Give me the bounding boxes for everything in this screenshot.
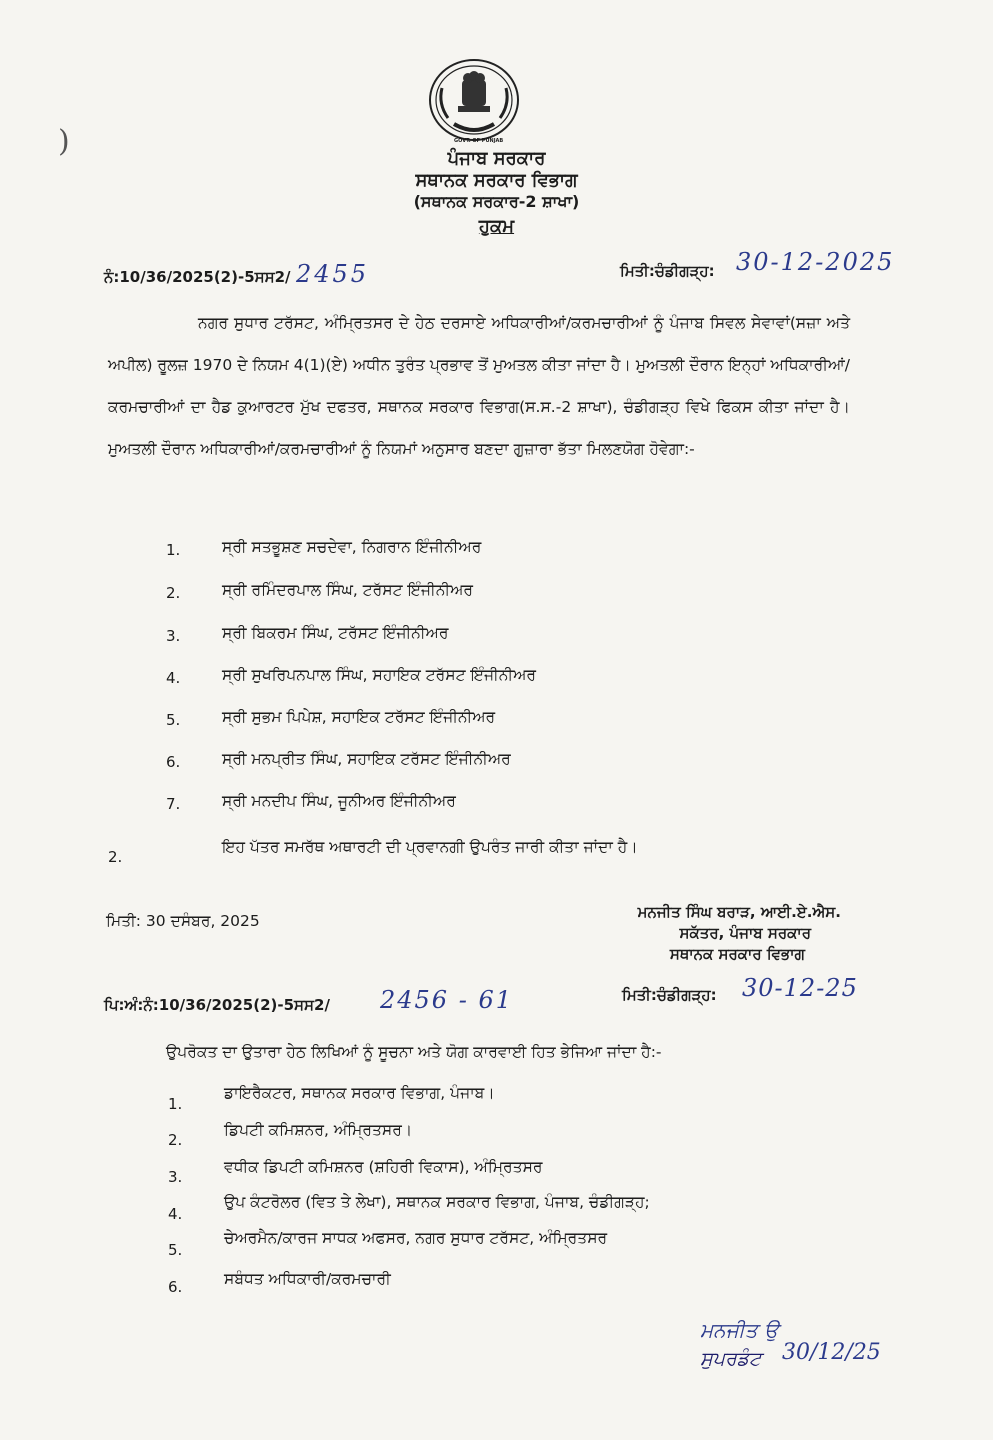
ref-date-label: ਮਿਤੀ:ਚੰਡੀਗੜ੍ਹ: bbox=[620, 262, 715, 280]
list-item: ਸ੍ਰੀ ਮਨਦੀਪ ਸਿੰਘ, ਜੂਨੀਅਰ ਇੰਜੀਨੀਅਰ bbox=[222, 792, 456, 810]
list-item: ਸ੍ਰੀ ਬਿਕਰਮ ਸਿੰਘ, ਟਰੱਸਟ ਇੰਜੀਨੀਅਰ bbox=[222, 624, 449, 642]
list-item-number: 4. bbox=[168, 1205, 183, 1223]
corner-mark: ) bbox=[58, 124, 70, 159]
order-date: ਮਿਤੀ: 30 ਦਸੰਬਰ, 2025 bbox=[106, 912, 260, 930]
ref-date-handwritten: 30-12-2025 bbox=[736, 248, 895, 276]
signatory-department: ਸਥਾਨਕ ਸਰਕਾਰ ਵਿਭਾਗ bbox=[669, 945, 805, 963]
list-item-number: 6. bbox=[168, 1278, 183, 1296]
list-item: ਸ੍ਰੀ ਸੁਭਮ ਪਿਪੇਸ਼, ਸਹਾਇਕ ਟਰੱਸਟ ਇੰਜੀਨੀਅਰ bbox=[222, 708, 496, 726]
list-item-number: 3. bbox=[166, 627, 181, 645]
superintendent-signature: ਮਨਜੀਤ ਉ bbox=[700, 1318, 779, 1342]
list-item: ਸਬੰਧਤ ਅਧਿਕਾਰੀ/ਕਰਮਚਾਰੀ bbox=[224, 1270, 391, 1288]
list-item-number: 3. bbox=[168, 1168, 183, 1186]
point-text: ਇਹ ਪੱਤਰ ਸਮਰੱਥ ਅਥਾਰਟੀ ਦੀ ਪ੍ਰਵਾਨਗੀ ਉਪਰੰਤ ਜਾਰੀ ਕੀਤਾ ਜਾਂਦਾ ਹੈ। bbox=[222, 838, 638, 856]
point-number: 2. bbox=[108, 848, 123, 866]
ref-number-label: ਨੰ:10/36/2025(2)-5ਸਸ2/ bbox=[104, 268, 291, 286]
header-govt: ਪੰਜਾਬ ਸਰਕਾਰ bbox=[447, 148, 546, 169]
signatory-designation: ਸਕੱਤਰ, ਪੰਜਾਬ ਸਰਕਾਰ bbox=[679, 924, 811, 942]
endorsement-number-handwritten: 2456 - 61 bbox=[380, 986, 513, 1014]
govt-emblem-icon bbox=[428, 58, 520, 144]
superintendent-date: 30/12/25 bbox=[782, 1340, 881, 1365]
list-item: ਸ੍ਰੀ ਸੁਖਰਿਪਨਪਾਲ ਸਿੰਘ, ਸਹਾਇਕ ਟਰੱਸਟ ਇੰਜੀਨੀਅਰ bbox=[222, 666, 537, 684]
list-item: ਵਧੀਕ ਡਿਪਟੀ ਕਮਿਸ਼ਨਰ (ਸ਼ਹਿਰੀ ਵਿਕਾਸ), ਅੰਮ੍ਰਿਤਸਰ bbox=[224, 1158, 543, 1176]
list-item-number: 1. bbox=[168, 1095, 183, 1113]
endorsement-date-label: ਮਿਤੀ:ਚੰਡੀਗੜ੍ਹ: bbox=[622, 986, 717, 1004]
header-branch: (ਸਥਾਨਕ ਸਰਕਾਰ-2 ਸ਼ਾਖਾ) bbox=[413, 192, 580, 211]
endorsement-date-handwritten: 30-12-25 bbox=[742, 974, 858, 1002]
list-item: ਚੇਅਰਮੈਨ/ਕਾਰਜ ਸਾਧਕ ਅਫਸਰ, ਨਗਰ ਸੁਧਾਰ ਟਰੱਸਟ, ਅੰਮ੍ਰਿਤਸਰ bbox=[224, 1229, 608, 1247]
list-item-number: 6. bbox=[166, 753, 181, 771]
signatory-name: ਮਨਜੀਤ ਸਿੰਘ ਬਰਾੜ, ਆਈ.ਏ.ਐਸ. bbox=[637, 903, 841, 921]
list-item: ਡਾਇਰੈਕਟਰ, ਸਥਾਨਕ ਸਰਕਾਰ ਵਿਭਾਗ, ਪੰਜਾਬ। bbox=[224, 1084, 495, 1102]
list-item: ਸ੍ਰੀ ਮਨਪ੍ਰੀਤ ਸਿੰਘ, ਸਹਾਇਕ ਟਰੱਸਟ ਇੰਜੀਨੀਅਰ bbox=[222, 750, 511, 768]
list-item-number: 4. bbox=[166, 669, 181, 687]
list-item: ਡਿਪਟੀ ਕਮਿਸ਼ਨਰ, ਅੰਮ੍ਰਿਤਸਰ। bbox=[224, 1121, 413, 1139]
list-item: ਸ੍ਰੀ ਸਤਭੂਸ਼ਣ ਸਚਦੇਵਾ, ਨਿਗਰਾਨ ਇੰਜੀਨੀਅਰ bbox=[222, 538, 482, 556]
header-order-title: ਹੁਕਮ bbox=[478, 216, 515, 237]
emblem-caption: GOVT. OF PUNJAB bbox=[454, 138, 504, 144]
list-item-number: 5. bbox=[166, 711, 181, 729]
list-item-number: 5. bbox=[168, 1241, 183, 1259]
list-item: ਸ੍ਰੀ ਰਮਿੰਦਰਪਾਲ ਸਿੰਘ, ਟਰੱਸਟ ਇੰਜੀਨੀਅਰ bbox=[222, 581, 474, 599]
list-item-number: 2. bbox=[166, 584, 181, 602]
copy-intro: ਉਪਰੋਕਤ ਦਾ ਉਤਾਰਾ ਹੇਠ ਲਿਖਿਆਂ ਨੂੰ ਸੂਚਨਾ ਅਤੇ ਯੋਗ ਕਾਰਵਾਈ ਹਿਤ ਭੇਜਿਆ ਜਾਂਦਾ ਹੈ:- bbox=[166, 1043, 662, 1061]
endorsement-number-label: ਪਿ:ਅੰ:ਨੰ:10/36/2025(2)-5ਸਸ2/ bbox=[104, 996, 330, 1014]
list-item-number: 7. bbox=[166, 795, 181, 813]
ref-number-handwritten: 2455 bbox=[296, 260, 370, 288]
list-item-number: 2. bbox=[168, 1131, 183, 1149]
list-item-number: 1. bbox=[166, 541, 181, 559]
body-paragraph-text: ਨਗਰ ਸੁਧਾਰ ਟਰੱਸਟ, ਅੰਮ੍ਰਿਤਸਰ ਦੇ ਹੇਠ ਦਰਸਾਏ ਅਧਿਕਾਰੀਆਂ/ਕਰਮਚਾਰੀਆਂ ਨੂੰ ਪੰਜਾਬ ਸਿਵਲ ਸੇਵਾਵਾਂ(ਸਜ਼ਾ ਅਤੇ ਅਪੀਲ) ਰੂਲਜ਼ 1970 ਦੇ ਨਿਯਮ 4(1)(ਏ) ਅਧੀਨ ਤੁਰੰਤ ਪ੍ਰਭਾਵ ਤੋਂ ਮੁਅਤਲ ਕੀਤਾ ਜਾਂਦਾ ਹੈ। ਮੁਅਤਲੀ ਦੌਰਾਨ ਇਨ੍ਹਾਂ ਅਧਿਕਾਰੀਆਂ/ਕਰਮਚਾਰੀਆਂ ਦਾ ਹੈਡ ਕੁਆਰਟਰ ਮੁੱਖ ਦਫਤਰ, ਸਥਾਨਕ ਸਰਕਾਰ ਵਿਭਾਗ(ਸ.ਸ.-2 ਸ਼ਾਖਾ), ਚੰਡੀਗੜ੍ਹ ਵਿਖੇ ਫਿਕਸ ਕੀਤਾ ਜਾਂਦਾ ਹੈ। ਮੁਅਤਲੀ ਦੌਰਾਨ ਅਧਿਕਾਰੀਆਂ/ਕਰਮਚਾਰੀਆਂ ਨੂੰ ਨਿਯਮਾਂ ਅਨੁਸਾਰ ਬਣਦਾ ਗੁਜ਼ਾਰਾ ਭੱਤਾ ਮਿਲਣਯੋਗ ਹੋਵੇਗਾ:- bbox=[108, 314, 850, 458]
header-department: ਸਥਾਨਕ ਸਰਕਾਰ ਵਿਭਾਗ bbox=[415, 170, 578, 191]
list-item: ਉਪ ਕੰਟਰੋਲਰ (ਵਿਤ ਤੇ ਲੇਖਾ), ਸਥਾਨਕ ਸਰਕਾਰ ਵਿਭਾਗ, ਪੰਜਾਬ, ਚੰਡੀਗੜ੍ਹ; bbox=[224, 1193, 650, 1211]
superintendent-title: ਸੁਪਰਡੰਟ bbox=[700, 1348, 762, 1370]
body-paragraph bbox=[108, 302, 850, 470]
